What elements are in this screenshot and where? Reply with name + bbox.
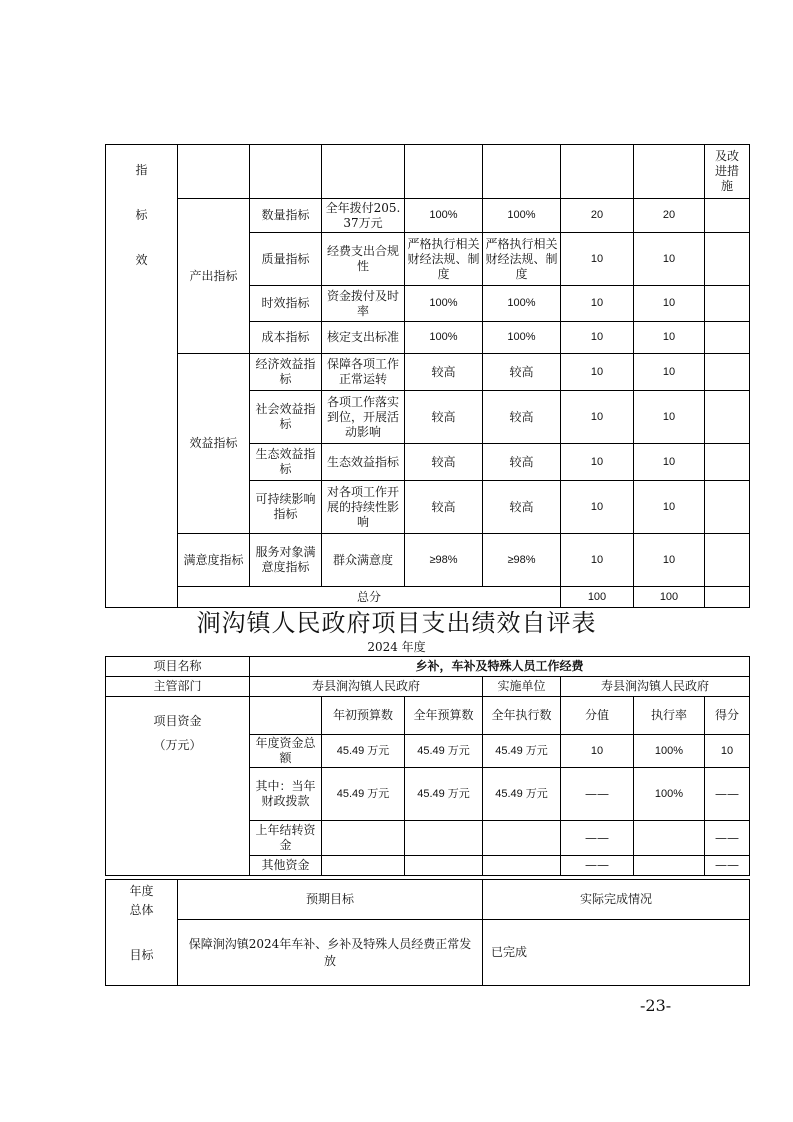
- column-header: 得分: [705, 697, 750, 735]
- budget-year: 45.49 万元: [405, 735, 483, 768]
- score-value: 10: [705, 735, 750, 768]
- score-value: 10: [634, 286, 705, 322]
- annual-goal-table: [105, 879, 750, 986]
- weight-value: 10: [561, 481, 634, 534]
- score-value: 10: [634, 322, 705, 354]
- implementing-unit-value: 寿县涧沟镇人民政府: [561, 677, 750, 697]
- indicator-name: 成本指标: [250, 322, 322, 354]
- budget-start: [322, 856, 405, 876]
- empty-cell: [322, 145, 405, 199]
- note-cell: [705, 354, 750, 391]
- indicator-name: 经济效益指标: [250, 354, 322, 391]
- execution-rate: 100%: [634, 768, 705, 821]
- empty-cell: [634, 145, 705, 199]
- weight-value: 10: [561, 322, 634, 354]
- executed-amount: [483, 821, 561, 856]
- total-weight: 100: [561, 587, 634, 608]
- actual-value: 100%: [483, 286, 561, 322]
- total-label: 总分: [178, 587, 561, 608]
- actual-value: 较高: [483, 391, 561, 444]
- weight-value: ——: [561, 768, 634, 821]
- budget-year: 45.49 万元: [405, 768, 483, 821]
- score-value: ——: [705, 768, 750, 821]
- indicator-name: 时效指标: [250, 286, 322, 322]
- budget-year: [405, 856, 483, 876]
- indicator-content: 群众满意度: [322, 534, 405, 587]
- performance-indicator-table: [105, 144, 750, 608]
- indicator-name: 社会效益指标: [250, 391, 322, 444]
- score-value: 20: [634, 199, 705, 233]
- indicator-content: 全年拨付205.37万元: [322, 199, 405, 233]
- project-funds-label: 项目资金 （万元）: [106, 697, 250, 876]
- column-header: 全年预算数: [405, 697, 483, 735]
- budget-year: [405, 821, 483, 856]
- column-header: 执行率: [634, 697, 705, 735]
- executed-amount: 45.49 万元: [483, 735, 561, 768]
- department-label: 主管部门: [106, 677, 250, 697]
- weight-value: 20: [561, 199, 634, 233]
- indicator-name: 可持续影响指标: [250, 481, 322, 534]
- empty-cell: [178, 145, 250, 199]
- budget-start: [322, 821, 405, 856]
- group-label: 满意度指标: [178, 534, 250, 587]
- column-header: 全年执行数: [483, 697, 561, 735]
- budget-start: 45.49 万元: [322, 735, 405, 768]
- empty-cell: [705, 587, 750, 608]
- note-cell: [705, 391, 750, 444]
- indicator-content: 保障各项工作正常运转: [322, 354, 405, 391]
- note-cell: [705, 199, 750, 233]
- budget-start: 45.49 万元: [322, 768, 405, 821]
- note-cell: [705, 322, 750, 354]
- empty-cell: [250, 145, 322, 199]
- note-cell: [705, 233, 750, 286]
- side-label-cell: [106, 145, 178, 608]
- fund-row-label: 其他资金: [250, 856, 322, 876]
- target-value: 严格执行相关财经法规、制度: [405, 233, 483, 286]
- score-value: 10: [634, 481, 705, 534]
- weight-value: 10: [561, 233, 634, 286]
- score-value: ——: [705, 856, 750, 876]
- target-value: 较高: [405, 354, 483, 391]
- group-label: 产出指标: [178, 199, 250, 354]
- indicator-content: 对各项工作开展的持续性影响: [322, 481, 405, 534]
- target-value: 较高: [405, 481, 483, 534]
- note-cell: [705, 444, 750, 481]
- score-value: 10: [634, 391, 705, 444]
- side-label-char: 标: [135, 208, 148, 222]
- fund-row-label: 其中：当年财政拨款: [250, 768, 322, 821]
- execution-rate: [634, 856, 705, 876]
- score-value: 10: [634, 354, 705, 391]
- column-header: 年初预算数: [322, 697, 405, 735]
- target-value: 较高: [405, 391, 483, 444]
- note-cell: [705, 286, 750, 322]
- page-number: -23-: [640, 996, 672, 1015]
- score-value: 10: [634, 534, 705, 587]
- indicator-content: 各项工作落实到位，开展活动影响: [322, 391, 405, 444]
- actual-value: 较高: [483, 444, 561, 481]
- score-value: 10: [634, 444, 705, 481]
- weight-value: ——: [561, 856, 634, 876]
- side-label-char: 指: [135, 163, 148, 177]
- execution-rate: [634, 821, 705, 856]
- weight-value: ——: [561, 821, 634, 856]
- note-cell: [705, 534, 750, 587]
- year-label: 2024 年度: [367, 640, 426, 654]
- actual-value: 100%: [483, 322, 561, 354]
- project-funds-table: [105, 656, 750, 876]
- target-value: 较高: [405, 444, 483, 481]
- executed-amount: 45.49 万元: [483, 768, 561, 821]
- actual-status-value: 已完成: [483, 920, 750, 986]
- indicator-name: 数量指标: [250, 199, 322, 233]
- actual-value: ≥98%: [483, 534, 561, 587]
- weight-value: 10: [561, 391, 634, 444]
- executed-amount: [483, 856, 561, 876]
- continuation-cell: 及改 进措 施: [705, 145, 750, 199]
- project-name-value: 乡补，车补及特殊人员工作经费: [250, 657, 750, 677]
- group-label: 效益指标: [178, 354, 250, 534]
- actual-status-header: 实际完成情况: [483, 880, 750, 920]
- indicator-content: 生态效益指标: [322, 444, 405, 481]
- score-value: 10: [634, 233, 705, 286]
- indicator-content: 核定支出标准: [322, 322, 405, 354]
- implementing-unit-label: 实施单位: [483, 677, 561, 697]
- empty-cell: [561, 145, 634, 199]
- page-title: 涧沟镇人民政府项目支出绩效自评表: [196, 609, 597, 637]
- weight-value: 10: [561, 735, 634, 768]
- target-value: 100%: [405, 199, 483, 233]
- score-value: ——: [705, 821, 750, 856]
- actual-value: 100%: [483, 199, 561, 233]
- annual-goal-label: 年度 总体 目标: [106, 880, 178, 986]
- expected-goal-header: 预期目标: [178, 880, 483, 920]
- execution-rate: 100%: [634, 735, 705, 768]
- empty-cell: [250, 697, 322, 735]
- weight-value: 10: [561, 534, 634, 587]
- weight-value: 10: [561, 354, 634, 391]
- project-name-label: 项目名称: [106, 657, 250, 677]
- actual-value: 较高: [483, 354, 561, 391]
- column-header: 分值: [561, 697, 634, 735]
- actual-value: 严格执行相关财经法规、制度: [483, 233, 561, 286]
- empty-cell: [483, 145, 561, 199]
- target-value: 100%: [405, 286, 483, 322]
- actual-value: 较高: [483, 481, 561, 534]
- indicator-content: 经费支出合规性: [322, 233, 405, 286]
- indicator-name: 质量指标: [250, 233, 322, 286]
- fund-row-label: 上年结转资金: [250, 821, 322, 856]
- fund-row-label: 年度资金总额: [250, 735, 322, 768]
- expected-goal-value: 保障涧沟镇2024年车补、乡补及特殊人员经费正常发放: [178, 920, 483, 986]
- department-value: 寿县涧沟镇人民政府: [250, 677, 483, 697]
- weight-value: 10: [561, 286, 634, 322]
- indicator-content: 资金拨付及时率: [322, 286, 405, 322]
- total-score: 100: [634, 587, 705, 608]
- empty-cell: [405, 145, 483, 199]
- indicator-name: 服务对象满意度指标: [250, 534, 322, 587]
- indicator-name: 生态效益指标: [250, 444, 322, 481]
- note-cell: [705, 481, 750, 534]
- side-label-char: 效: [135, 253, 148, 267]
- weight-value: 10: [561, 444, 634, 481]
- target-value: ≥98%: [405, 534, 483, 587]
- target-value: 100%: [405, 322, 483, 354]
